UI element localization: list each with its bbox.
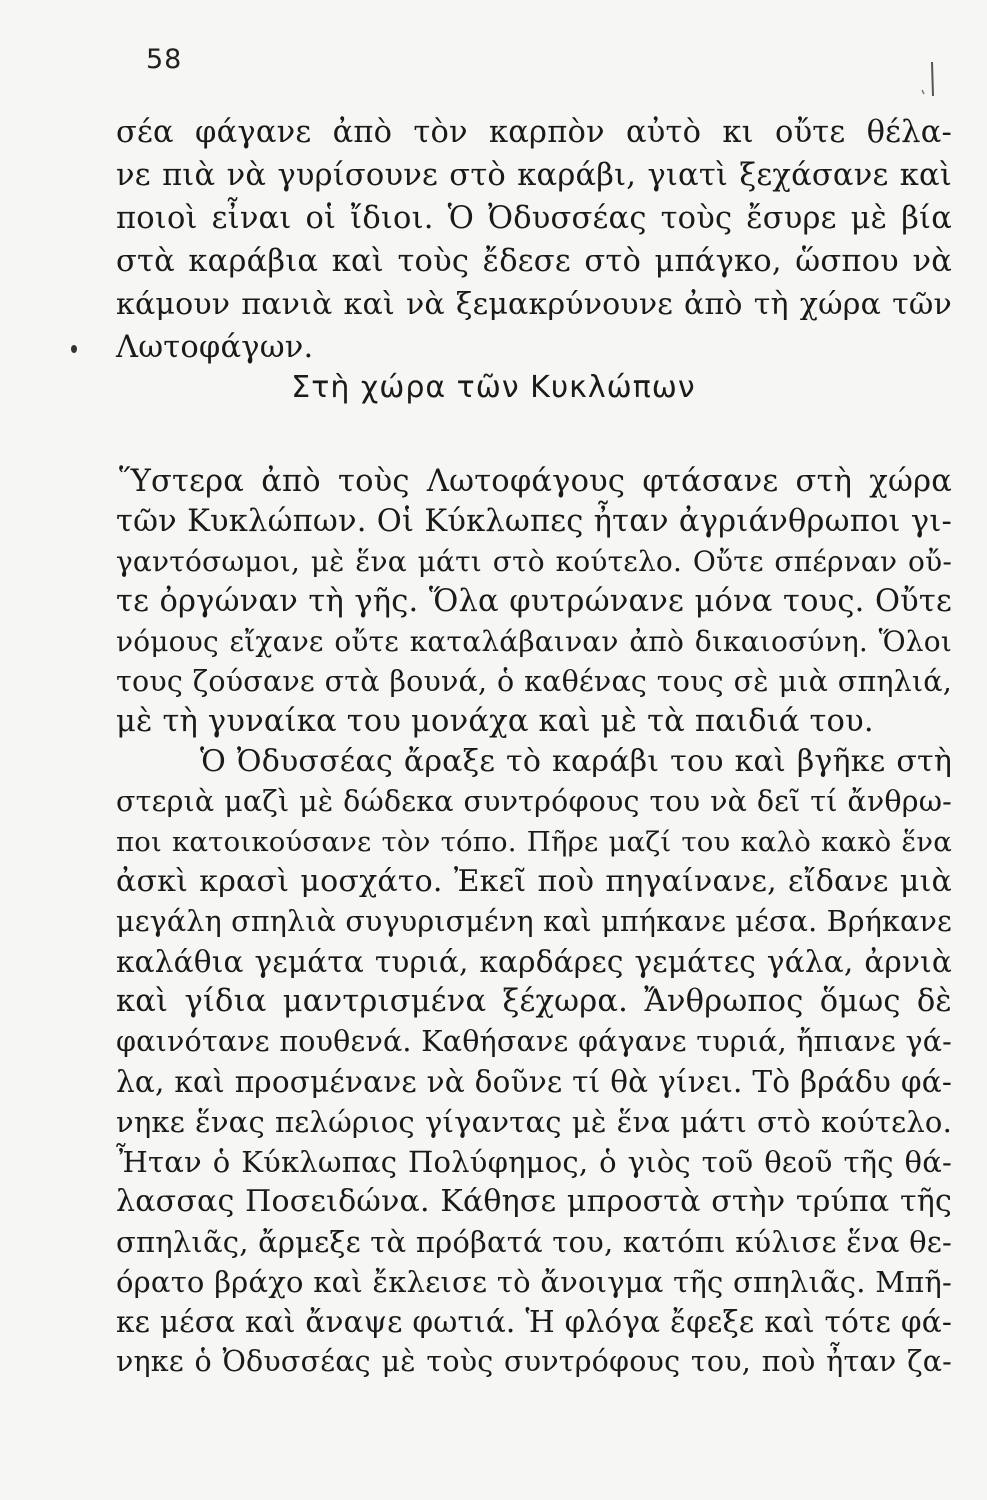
section-line-19: λασσας Ποσειδώνα. Κάθησε μπροστὰ στὴν τρύπα τῆς <box>116 1184 952 1219</box>
section-line-14: καὶ γίδια μαντρισμένα ξέχωρα. Ἄνθρωπος ὅμως δὲ <box>116 984 952 1019</box>
section-line-10: ποι κατοικούσανε τὸν τόπο. Πῆρε μαζί του καλὸ κακὸ ἕνα <box>116 826 952 858</box>
section-line-1: Ὕστερα ἀπὸ τοὺς Λωτοφάγους φτάσανε στὴ χώρα <box>119 464 952 499</box>
margin-dot <box>71 345 77 353</box>
section-line-15: φαινότανε πουθενά. Καθήσανε φάγανε τυριά, ἤπιανε γά- <box>116 1025 952 1058</box>
section-line-22: κε μέσα καὶ ἄναψε φωτιά. Ἡ φλόγα ἔφεξε καὶ τότε φά- <box>116 1305 952 1339</box>
section-line-11: ἀσκὶ κρασὶ μοσχάτο. Ἐκεῖ ποὺ πηγαίνανε, εἴδανε μιὰ <box>116 864 952 899</box>
section-line-18: Ἦταν ὁ Κύκλωπας Πολύφημος, ὁ γιὸς τοῦ θεοῦ τῆς θά- <box>116 1145 952 1179</box>
section-line-3: γαντόσωμοι, μὲ ἕνα μάτι στὸ κούτελο. Οὔτε σπέρναν οὔ- <box>116 545 952 578</box>
intro-line-5: κάμουν πανιὰ καὶ νὰ ξεμακρύνουνε ἀπὸ τὴ χώρα τῶν <box>116 287 952 322</box>
section-line-7: μὲ τὴ γυναίκα του μονάχα καὶ μὲ τὰ παιδιά του. <box>116 704 874 739</box>
section-line-16: λα, καὶ προσμένανε νὰ δοῦνε τί θὰ γίνει. Τὸ βράδυ φά- <box>116 1065 952 1099</box>
intro-line-3: ποιοὶ εἶναι οἱ ἴδιοι. Ὁ Ὀδυσσέας τοὺς ἔσυρε μὲ βία <box>116 201 952 236</box>
intro-line-1: σέα φάγανε ἀπὸ τὸν καρπὸν αὐτὸ κι οὔτε θέλα- <box>116 115 952 150</box>
section-line-13: καλάθια γεμάτα τυριά, καρδάρες γεμάτες γάλα, ἀρνιὰ <box>116 945 952 979</box>
scan-mark-icon <box>918 60 940 100</box>
section-line-17: νηκε ἕνας πελώριος γίγαντας μὲ ἕνα μάτι στὸ κούτελο. <box>116 1105 952 1139</box>
section-line-21: όρατο βράχο καὶ ἔκλεισε τὸ ἄνοιγμα τῆς σπηλιᾶς. Μπῆ- <box>116 1265 952 1299</box>
section-line-23: νηκε ὁ Ὀδυσσέας μὲ τοὺς συντρόφους του, ποὺ ἦταν ζα- <box>116 1345 952 1378</box>
intro-line-2: νε πιὰ νὰ γυρίσουνε στὸ καράβι, γιατὶ ξεχάσανε καὶ <box>116 158 952 193</box>
intro-line-4: στὰ καράβια καὶ τοὺς ἔδεσε στὸ μπάγκο, ὥσπου νὰ <box>116 244 952 279</box>
page-number: 58 <box>146 44 183 75</box>
intro-line-6: Λωτοφάγων. <box>116 330 314 365</box>
section-line-4: τε ὀργώναν τὴ γῆς. Ὅλα φυτρώνανε μόνα τους. Οὔτε <box>116 584 952 619</box>
section-heading: Στὴ χώρα τῶν Κυκλώπων <box>291 370 696 405</box>
section-line-9: στεριὰ μαζὶ μὲ δώδεκα συντρόφους του νὰ δεῖ τί ἄνθρω- <box>116 785 952 818</box>
section-line-20: σπηλιᾶς, ἄρμεξε τὰ πρόβατά του, κατόπι κύλισε ἕνα θε- <box>116 1225 952 1259</box>
section-line-12: μεγάλη σπηλιὰ συγυρισμένη καὶ μπήκανε μέσα. Βρήκανε <box>116 905 952 938</box>
section-line-8: Ὁ Ὀδυσσέας ἄραξε τὸ καράβι του καὶ βγῆκε στὴ <box>200 744 952 779</box>
section-line-6: τους ζούσανε στὰ βουνά, ὁ καθένας τους σὲ μιὰ σπηλιά, <box>116 665 952 698</box>
section-line-2: τῶν Κυκλώπων. Οἱ Κύκλωπες ἦταν ἀγριάνθρωποι γι- <box>116 504 952 539</box>
section-line-5: νόμους εἴχανε οὔτε καταλάβαιναν ἀπὸ δικαιοσύνη. Ὅλοι <box>116 625 952 658</box>
